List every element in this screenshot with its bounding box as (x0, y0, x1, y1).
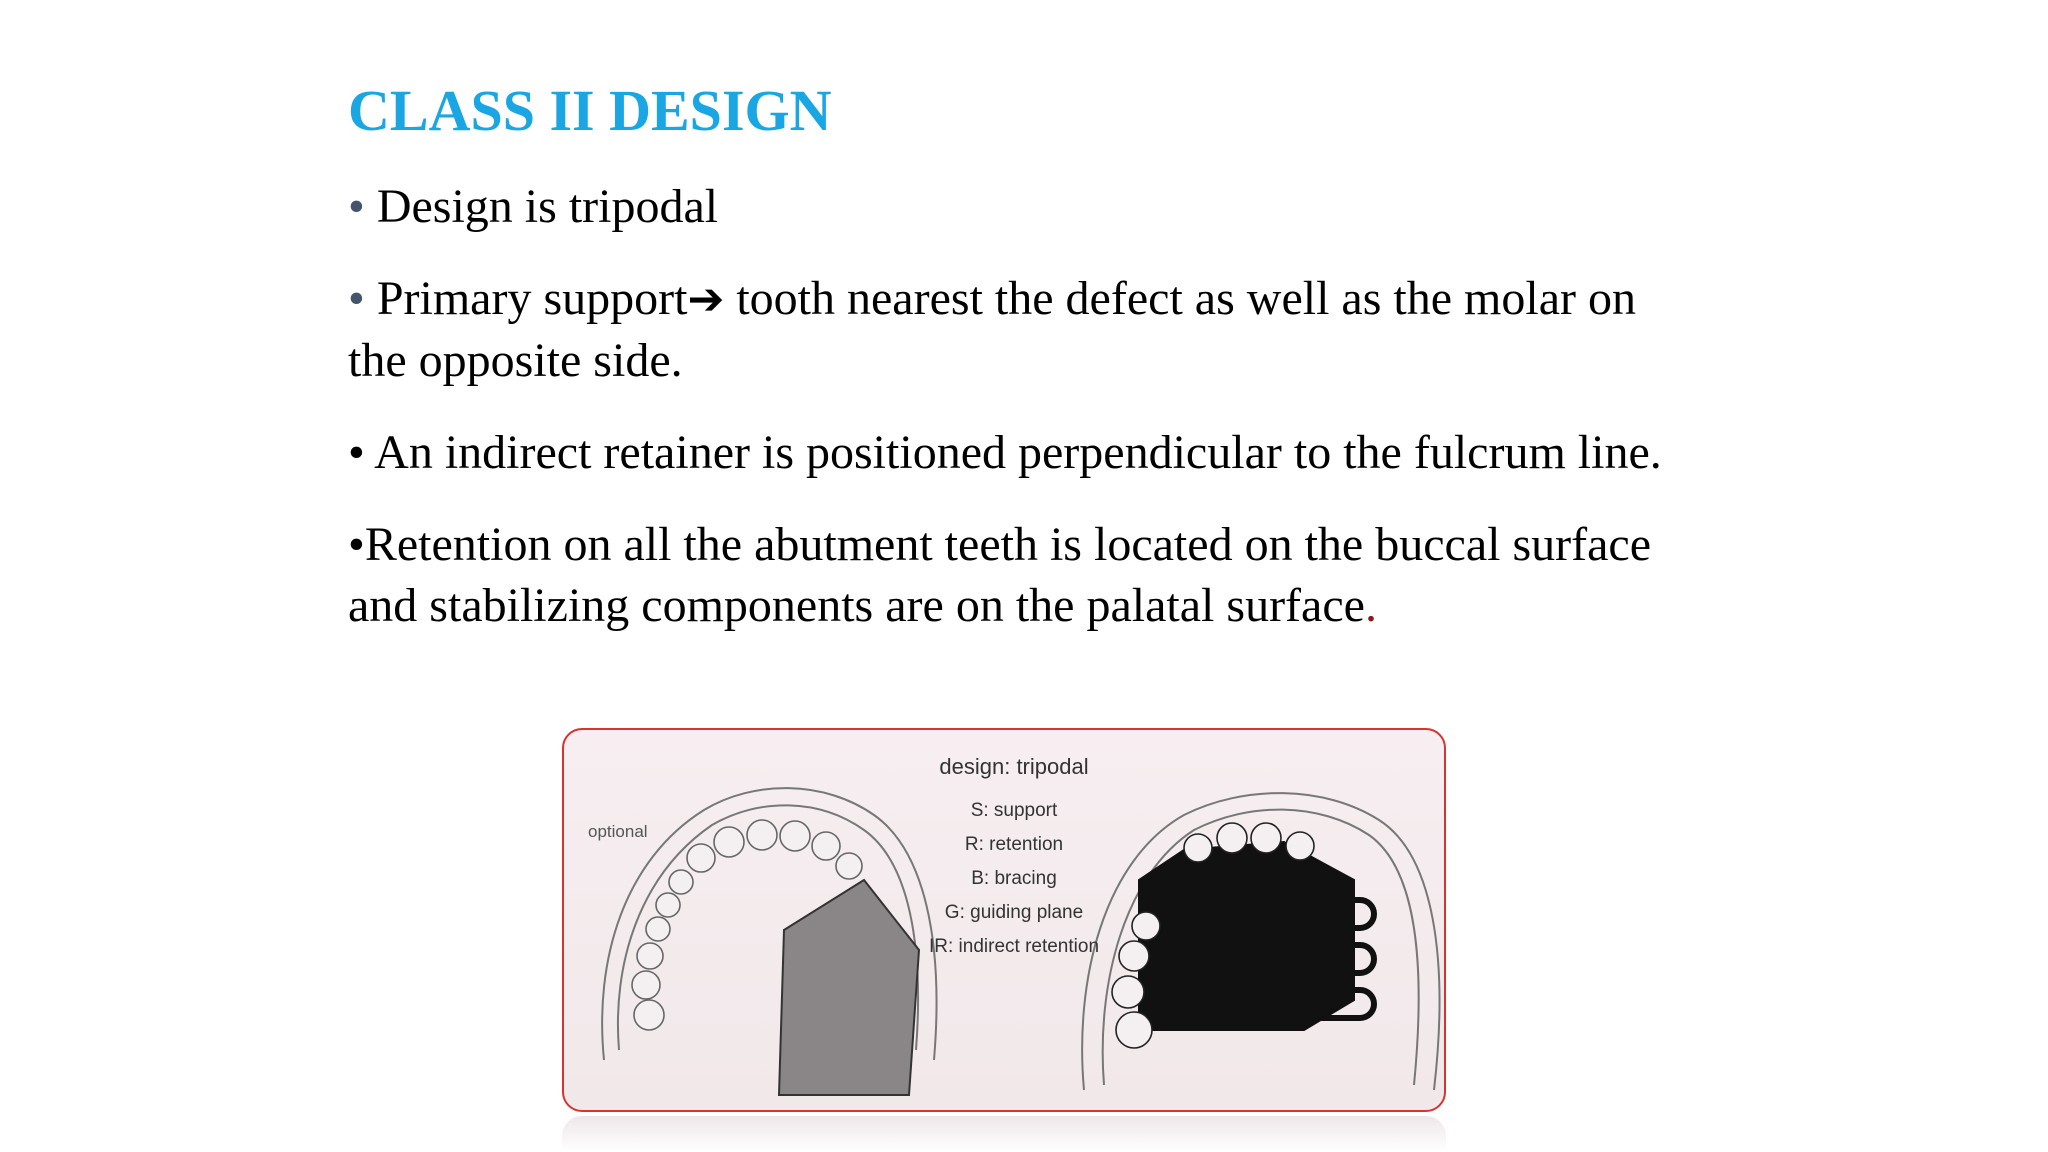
bullet-marker: • (348, 518, 365, 571)
bullet-marker: • (348, 426, 365, 479)
legend-item: R: retention (964, 834, 1064, 855)
bullet-list (348, 176, 1688, 667)
bullet-text: Design is tripodal (364, 180, 719, 233)
bullet-item (348, 268, 1688, 391)
bullet-marker: • (348, 272, 365, 325)
legend-item: G: guiding plane (944, 902, 1084, 923)
optional-label: optional (588, 822, 648, 841)
right-arch-diagram (1082, 793, 1439, 1090)
figure-reflection (562, 1116, 1446, 1152)
bullet-text: An indirect retainer is positioned perpendicular to the fulcrum line. (364, 426, 1662, 479)
left-arch-diagram (602, 788, 936, 1095)
figure-legend (904, 752, 1124, 964)
bullet-text: Retention on all the abutment teeth is located on the buccal surface and stabilizing components are on the palatal surface (348, 518, 1652, 632)
slide-title: CLASS II DESIGN (348, 78, 832, 143)
legend-item: S: support (970, 800, 1058, 821)
bullet-item (348, 176, 1688, 237)
legend-item: IR: indirect retention (928, 936, 1100, 957)
legend-title: design: tripodal (939, 754, 1089, 779)
legend-item: B: bracing (971, 868, 1057, 889)
bullet-item (348, 514, 1688, 636)
right-arrow-icon: ➔ (687, 274, 725, 325)
denture-design-figure (562, 728, 1446, 1112)
bullet-marker: • (348, 180, 365, 233)
bullet-end-period: . (1364, 579, 1377, 632)
bullet-text-rest: tooth nearest the defect as well as the molar on the opposite side. (348, 272, 1636, 387)
bullet-item (348, 422, 1688, 483)
bullet-text-lead: Primary support (364, 272, 688, 325)
